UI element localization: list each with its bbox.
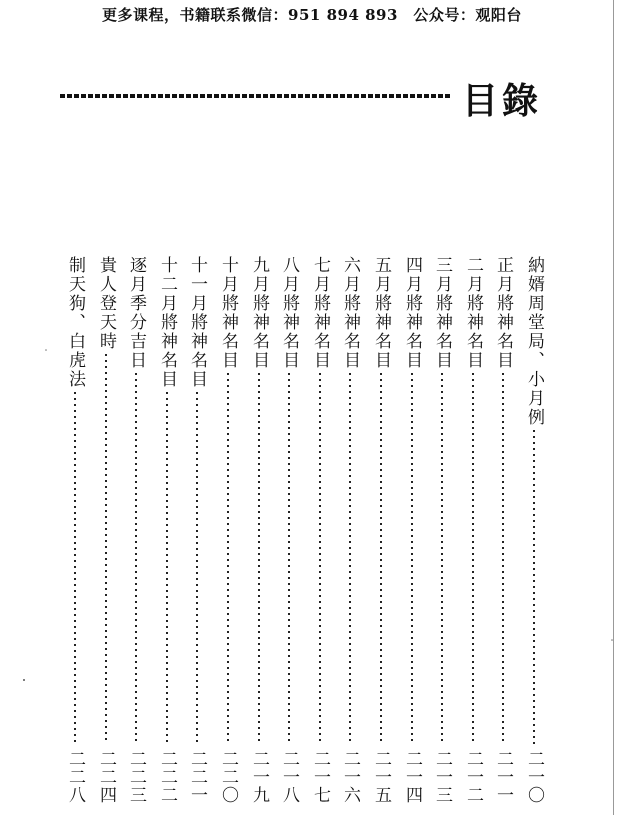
toc-entry-page: 二一九	[249, 750, 269, 804]
toc-entry-label: 制天狗、白虎法	[65, 256, 85, 389]
toc-entry-label: 逐月季分吉日	[126, 256, 146, 370]
toc-entry-page: 二二〇	[218, 750, 238, 804]
contact-banner: 更多课程，书籍联系微信：951 894 893 公众号：观阳台	[102, 6, 522, 24]
toc-entry-label: 九月將神名目	[249, 256, 269, 370]
toc-entry-page: 二一〇	[524, 750, 544, 804]
toc-entry-label: 十二月將神名目	[157, 256, 177, 389]
toc-entry-page: 二一七	[310, 750, 330, 804]
toc-entry-page: 二二三	[126, 750, 146, 804]
toc-entry-page: 二二八	[65, 750, 85, 804]
toc-entry-page: 二一五	[371, 750, 391, 804]
toc-entry-label: 三月將神名目	[432, 256, 452, 370]
toc-entry-label: 十一月將神名目	[187, 256, 207, 389]
toc-entry-page: 二一四	[402, 750, 422, 804]
toc-entry-page: 二二一	[187, 750, 207, 804]
toc-entry-label: 五月將神名目	[371, 256, 391, 370]
toc-entry-label: 納婿周堂局、小月例	[524, 256, 544, 427]
page-title: 目錄	[462, 80, 543, 122]
toc-entry-page: 二一六	[340, 750, 360, 804]
toc-entry-label: 正月將神名目	[493, 256, 513, 370]
toc-entry-label: 十月將神名目	[218, 256, 238, 370]
toc-entry-page: 二一八	[279, 750, 299, 804]
toc-entry-page: 二一二	[463, 750, 483, 804]
toc-entry-label: 六月將神名目	[340, 256, 360, 370]
toc-entry-label: 二月將神名目	[463, 256, 483, 370]
toc-entry-page: 二一三	[432, 750, 452, 804]
toc-entry-label: 四月將神名目	[402, 256, 422, 370]
toc-entry-page: 二二二	[157, 750, 177, 804]
toc-entry-page: 二二四	[96, 750, 116, 804]
toc-entry-label: 八月將神名目	[279, 256, 299, 370]
toc-entry-label: 貴人登天時	[96, 256, 116, 351]
toc-entry-page: 二一一	[493, 750, 513, 804]
toc-entry-label: 七月將神名目	[310, 256, 330, 370]
